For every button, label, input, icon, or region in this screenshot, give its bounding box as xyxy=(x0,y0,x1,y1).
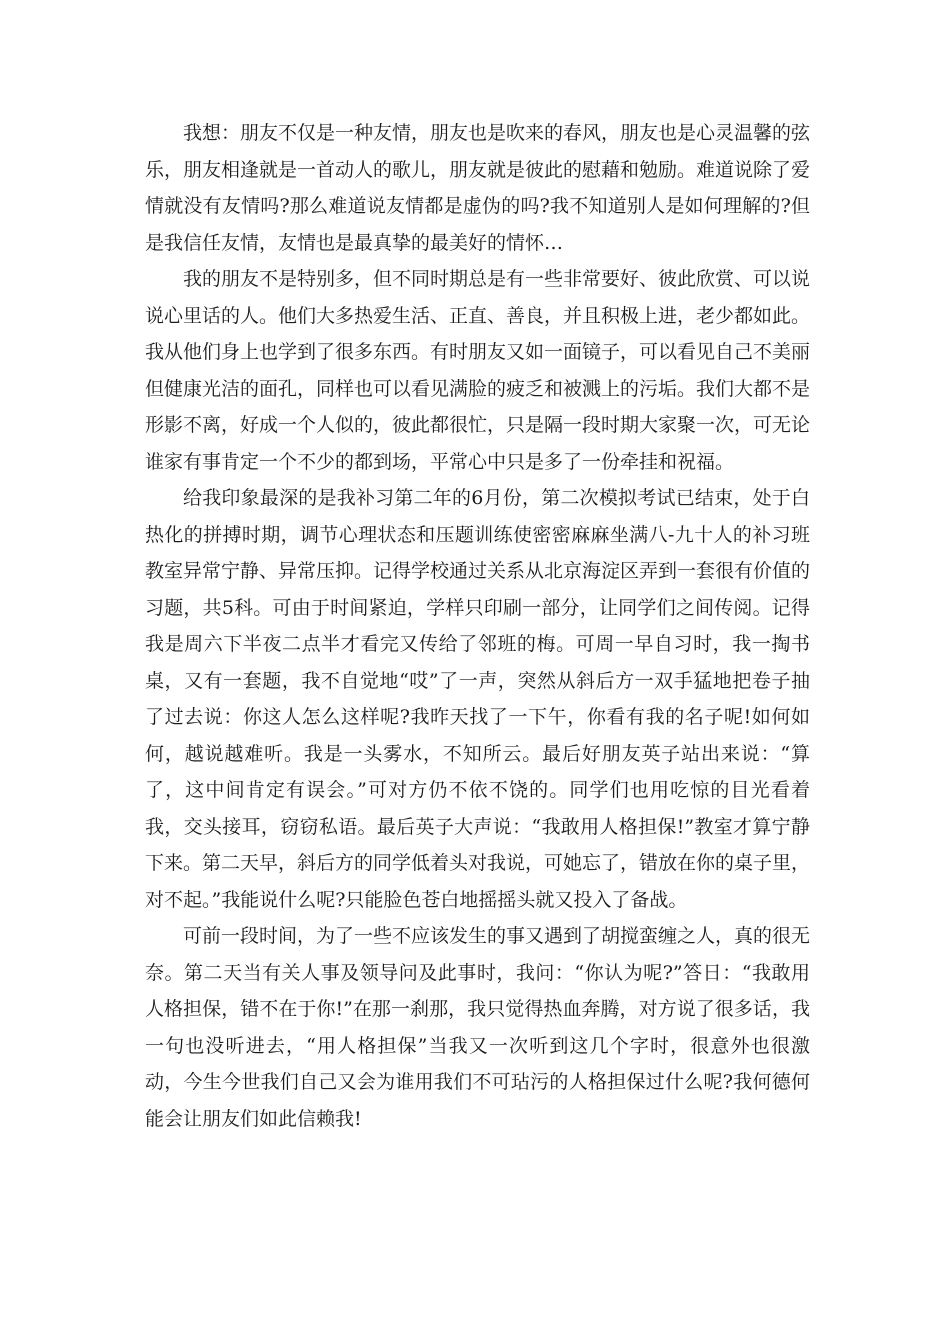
paragraph-3: 给我印象最深的是我补习第二年的6月份，第二次模拟考试已结束，处于白热化的拼搏时期，调节心理状态和压题训练使密密麻麻坐满八-九十人的补习班教室异常宁静、异常压抑。记得学校通过关系从北京海淀区弄到一套很有价值的习题，共5科。可由于时间紧迫，学样只印刷一部分，让同学们之间传阅。记得我是周六下半夜二点半才看完又传给了邻班的梅。可周一早自习时，我一掏书桌，又有一套题，我不自觉地“哎”了一声，突然从斜后方一双手猛地把卷子抽了过去说：你这人怎么这样呢?我昨天找了一下午，你看有我的名子呢!如何如何，越说越难听。我是一头雾水，不知所云。最后好朋友英子站出来说：“算了，这中间肯定有误会。”可对方仍不依不饶的。同学们也用吃惊的目光看着我，交头接耳，窃窃私语。最后英子大声说：“我敢用人格担保!”教室才算宁静下来。第二天早，斜后方的同学低着头对我说，可她忘了，错放在你的桌子里，对不起。”我能说什么呢?只能脸色苍白地摇摇头就又投入了备战。 xyxy=(145,487,811,911)
document-body xyxy=(145,115,810,1137)
paragraph-4: 可前一段时间，为了一些不应该发生的事又遇到了胡搅蛮缠之人，真的很无奈。第二天当有关人事及领导问及此事时，我问：“你认为呢?”答日：“我敢用人格担保，错不在于你!”在那一刹那，我只觉得热血奔腾，对方说了很多话，我一句也没听进去，“用人格担保”当我又一次听到这几个字时，很意外也很激动，今生今世我们自己又会为谁用我们不可玷污的人格担保过什么呢?我何德何能会让朋友们如此信赖我! xyxy=(145,925,811,1130)
paragraph-2: 我的朋友不是特别多，但不同时期总是有一些非常要好、彼此欣赏、可以说说心里话的人。他们大多热爱生活、正直、善良，并且积极上进，老少都如此。我从他们身上也学到了很多东西。有时朋友又如一面镜子，可以看见自己不美丽但健康光洁的面孔，同样也可以看见满脸的疲乏和被溅上的污垢。我们大都不是形影不离，好成一个人似的，彼此都很忙，只是隔一段时期大家聚一次，可无论谁家有事肯定一个不少的都到场，平常心中只是多了一份牵挂和祝福。 xyxy=(145,268,811,473)
paragraph-1: 我想：朋友不仅是一种友情，朋友也是吹来的春风，朋友也是心灵温馨的弦乐，朋友相逢就是一首动人的歌儿，朋友就是彼此的慰藉和勉励。难道说除了爱情就没有友情吗?那么难道说友情都是虚伪的吗?我不知道别人是如何理解的?但是我信任友情，友情也是最真挚的最美好的情怀… xyxy=(145,122,811,254)
